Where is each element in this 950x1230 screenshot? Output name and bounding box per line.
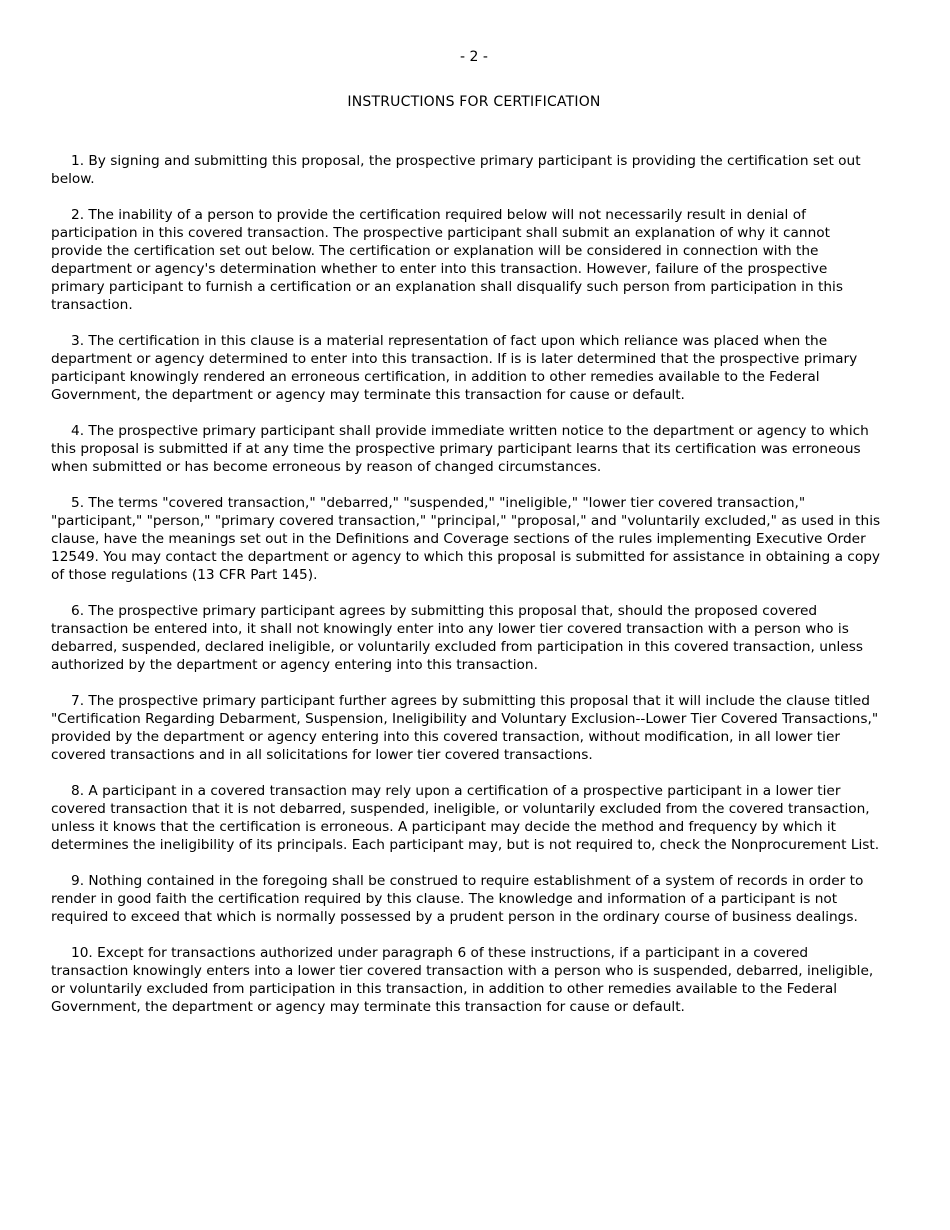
paragraph-9: 9. Nothing contained in the foregoing shall be construed to require establishment of a system of records in order to render in good faith the certification required by this clause. The knowledge and information of a participant is not required to exceed that which is normally possessed by a prudent person in the ordinary course of business dealings. [51, 873, 864, 925]
paragraph-6: 6. The prospective primary participant agrees by submitting this proposal that, should the proposed covered transaction be entered into, it shall not knowingly enter into any lower tier covered transaction with a person who is debarred, suspended, declared ineligible, or voluntarily excluded from participation in this covered transaction, unless authorized by the department or agency entering into this transaction. [51, 603, 864, 673]
paragraph-5: 5. The terms "covered transaction," "debarred," "suspended," "ineligible," "lower tier covered transaction," "participant," "person," "primary covered transaction," "principal," "proposal," and "voluntarily excluded," as used in this clause, have the meanings set out in the Definitions and Coverage sections of the rules implementing Executive Order 12549. You may contact the department or agency to which this proposal is submitted for assistance in obtaining a copy of those regulations (13 CFR Part 145). [51, 495, 881, 583]
paragraph-8: 8. A participant in a covered transaction may rely upon a certification of a prospective participant in a lower tier covered transaction that it is not debarred, suspended, ineligible, or voluntarily excluded from the covered transaction, unless it knows that the certification is erroneous. A participant may decide the method and frequency by which it determines the ineligibility of its principals. Each participant may, but is not required to, check the Nonprocurement List. [51, 783, 880, 853]
paragraph-4: 4. The prospective primary participant shall provide immediate written notice to the department or agency to which this proposal is submitted if at any time the prospective primary participant learns that its certification was erroneous when submitted or has become erroneous by reason of changed circumstances. [51, 423, 869, 475]
page-number: - 2 - [460, 49, 488, 65]
instructions-body [51, 152, 881, 1034]
paragraph-10: 10. Except for transactions authorized under paragraph 6 of these instructions, if a participant in a covered transaction knowingly enters into a lower tier covered transaction with a person who is suspended, debarred, ineligible, or voluntarily excluded from participation in this transaction, in addition to other remedies available to the Federal Government, the department or agency may terminate this transaction for cause or default. [51, 945, 874, 1015]
paragraph-3: 3. The certification in this clause is a material representation of fact upon which reliance was placed when the department or agency determined to enter into this transaction. If is is later determined that the prospective primary participant knowingly rendered an erroneous certification, in addition to other remedies available to the Federal Government, the department or agency may terminate this transaction for cause or default. [51, 333, 858, 403]
paragraph-2: 2. The inability of a person to provide the certification required below will not necessarily result in denial of participation in this covered transaction. The prospective participant shall submit an explanation of why it cannot provide the certification set out below. The certification or explanation will be considered in connection with the department or agency's determination whether to enter into this transaction. However, failure of the prospective primary participant to furnish a certification or an explanation shall disqualify such person from participation in this transaction. [51, 207, 843, 313]
paragraph-7: 7. The prospective primary participant further agrees by submitting this proposal that it will include the clause titled "Certification Regarding Debarment, Suspension, Ineligibility and Voluntary Exclusion--Lower Tier Covered Transactions," provided by the department or agency entering into this covered transaction, without modification, in all lower tier covered transactions and in all solicitations for lower tier covered transactions. [51, 693, 879, 763]
page-title: INSTRUCTIONS FOR CERTIFICATION [347, 94, 601, 110]
paragraph-1: 1. By signing and submitting this proposal, the prospective primary participant is providing the certification set out below. [51, 153, 861, 187]
